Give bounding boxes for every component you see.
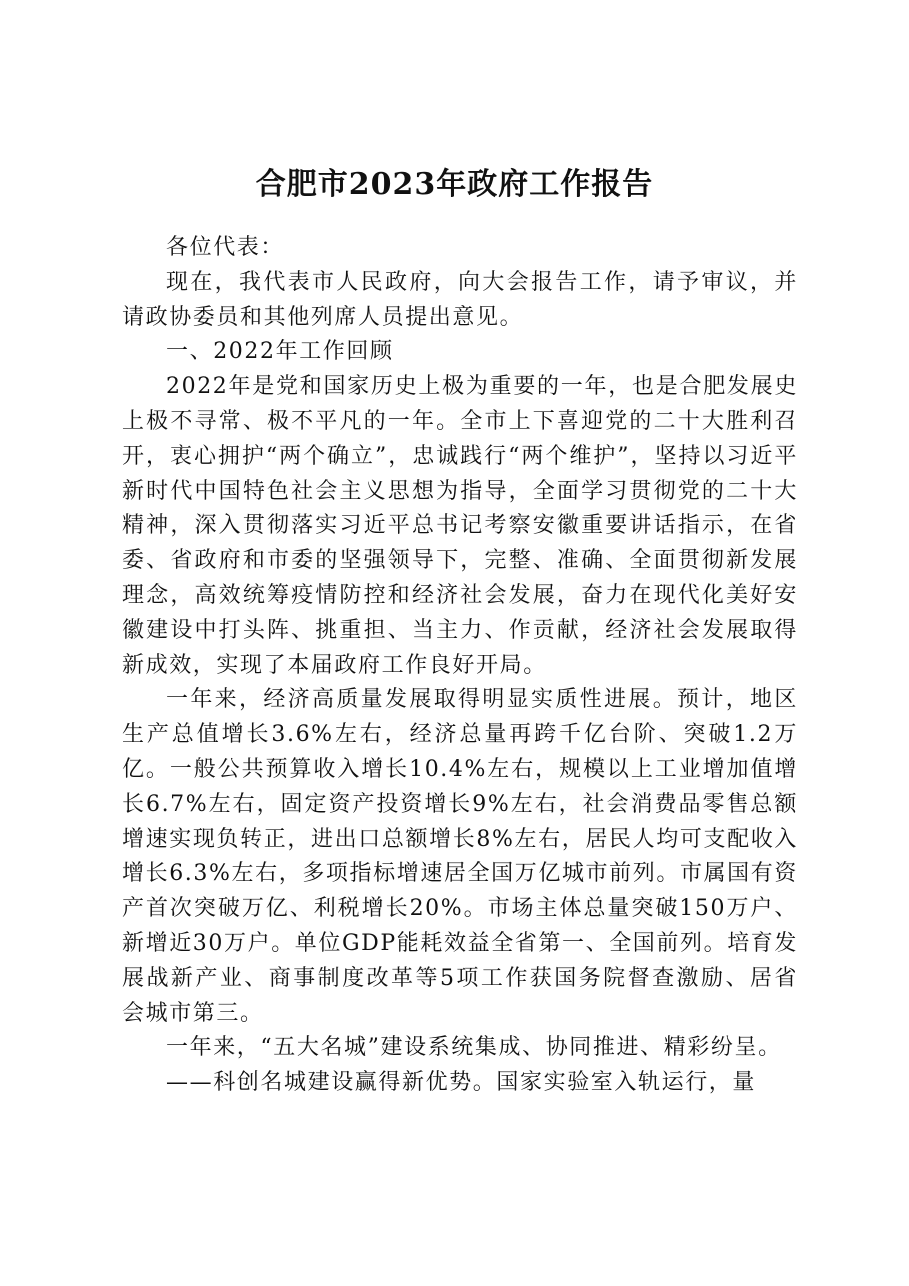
paragraph-innovation: ——科创名城建设赢得新优势。国家实验室入轨运行，量	[166, 1070, 757, 1096]
section-heading: 一、2022年工作回顾	[166, 339, 394, 365]
paragraph-economy: 一年来，经济高质量发展取得明显实质性进展。预计，地区生产总值增长3.6%左右，经济总量再跨千亿台阶、突破1.2万亿。一般公共预算收入增长10.4%左右，规模以上工业增加值增长6.7%左右，固定资产投资增长9%左右，社会消费品零售总额增速实现负转正，进出口总额增长8%左右，居民人均可支配收入增长6.3%左右，多项指标增速居全国万亿城市前列。市属国有资产首次突破万亿、利税增长20%。市场主体总量突破150万户、新增近30万户。单位GDP能耗效益全省第一、全国前列。培育发展战新产业、商事制度改革等5项工作获国务院督查激励、居省会城市第三。	[122, 687, 799, 1026]
paragraph-salutation: 各位代表：	[166, 235, 285, 260]
document-title: 合肥市2023年政府工作报告	[255, 167, 654, 202]
paragraph-five-cities: 一年来，“五大名城”建设系统集成、协同推进、精彩纷呈。	[166, 1035, 782, 1061]
document-body	[122, 231, 798, 1101]
paragraph-opening: 现在，我代表市人民政府，向大会报告工作，请予审议，并请政协委员和其他列席人员提出意见。	[122, 269, 798, 330]
paragraph-overview: 2022年是党和国家历史上极为重要的一年，也是合肥发展史上极不寻常、极不平凡的一年。全市上下喜迎党的二十大胜利召开，衷心拥护“两个确立”，忠诚践行“两个维护”，坚持以习近平新时代中国特色社会主义思想为指导，全面学习贯彻党的二十大精神，深入贯彻落实习近平总书记考察安徽重要讲话指示，在省委、省政府和市委的坚强领导下，完整、准确、全面贯彻新发展理念，高效统筹疫情防控和经济社会发展，奋力在现代化美好安徽建设中打头阵、挑重担、当主力、作贡献，经济社会发展取得新成效，实现了本届政府工作良好开局。	[122, 374, 798, 678]
